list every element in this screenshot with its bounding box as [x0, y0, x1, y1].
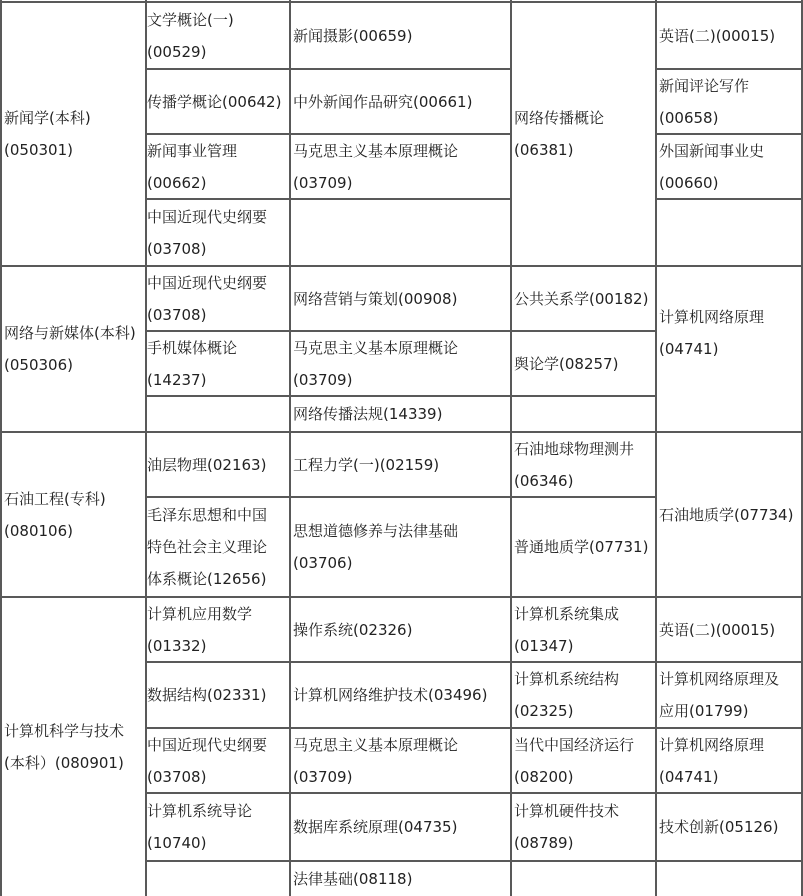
course-cell: 传播学概论(00642) [147, 92, 282, 111]
major-name: 新闻学(本科) (050301) [4, 109, 91, 159]
course-cell [512, 397, 655, 431]
course-cell: 英语(二)(00015) [659, 26, 776, 45]
course-cell: 操作系统(02326) [293, 620, 413, 639]
course-cell: 油层物理(02163) [147, 455, 267, 474]
course-cell: 马克思主义基本原理概论 (03709) [293, 141, 459, 192]
course-cell: 马克思主义基本原理概论 (03709) [293, 735, 459, 786]
course-cell: 英语(二)(00015) [659, 620, 776, 639]
course-cell: 毛泽东思想和中国 特色社会主义理论 体系概论(12656) [147, 506, 268, 588]
course-cell: 工程力学(一)(02159) [293, 455, 440, 474]
course-cell: 外国新闻事业史 (00660) [659, 141, 765, 192]
grid-line [145, 395, 657, 397]
grid-line [145, 860, 803, 862]
course-cell: 中国近现代史纲要 (03708) [147, 273, 268, 324]
grid-line [0, 1, 803, 3]
course-cell [291, 200, 510, 265]
course-cell: 数据库系统原理(04735) [293, 818, 458, 836]
course-cell: 计算机系统导论 (10740) [147, 802, 253, 852]
course-cell: 石油地质学(07734) [659, 505, 794, 524]
course-cell [145, 862, 289, 896]
course-cell: 计算机网络维护技术(03496) [293, 686, 488, 704]
major-name: 网络与新媒体(本科) (050306) [4, 324, 136, 374]
course-cell: 当代中国经济运行 (08200) [514, 735, 635, 786]
grid-line [145, 133, 512, 135]
course-cell: 网络传播概论 (06381) [514, 109, 605, 159]
major-name: 石油工程(专科) (080106) [4, 489, 106, 540]
course-cell: 文学概论(一) (00529) [147, 10, 234, 61]
course-cell: 计算机网络原理 (04741) [659, 735, 765, 786]
course-cell: 网络传播法规(14339) [293, 405, 443, 423]
course-cell: 中国近现代史纲要 (03708) [147, 207, 268, 258]
grid-line [0, 431, 803, 433]
course-cell: 计算机硬件技术 (08789) [514, 802, 620, 852]
course-cell: 计算机应用数学 (01332) [147, 604, 253, 655]
course-cell: 中外新闻作品研究(00661) [293, 92, 473, 111]
grid-line [655, 68, 803, 70]
grid-line [0, 0, 2, 896]
course-cell [512, 862, 655, 896]
major-name: 计算机科学与技术 (本科）(080901) [4, 722, 125, 772]
course-cell: 网络营销与策划(00908) [293, 289, 458, 308]
grid-line [145, 727, 803, 729]
course-cell: 新闻事业管理 (00662) [147, 141, 238, 192]
course-cell: 计算机网络原理 (04741) [659, 307, 765, 358]
course-cell: 舆论学(08257) [514, 354, 619, 373]
course-cell: 技术创新(05126) [659, 818, 779, 836]
grid-line [145, 68, 512, 70]
course-cell [145, 397, 289, 431]
course-cell: 计算机网络原理及 应用(01799) [659, 670, 780, 720]
grid-line [145, 330, 657, 332]
course-cell: 法律基础(08118) [293, 870, 413, 888]
course-cell: 石油地球物理测井 (06346) [514, 439, 635, 490]
grid-line [145, 792, 803, 794]
course-cell [657, 862, 801, 896]
course-cell: 公共关系学(00182) [514, 289, 649, 308]
course-cell: 计算机系统结构 (02325) [514, 670, 620, 720]
course-cell: 计算机系统集成 (01347) [514, 604, 620, 655]
course-cell: 中国近现代史纲要 (03708) [147, 735, 268, 786]
course-cell: 马克思主义基本原理概论 (03709) [293, 338, 459, 389]
course-cell: 思想道德修养与法律基础 (03706) [293, 522, 459, 572]
grid-line [0, 265, 803, 267]
course-cell: 普通地质学(07731) [514, 538, 649, 556]
course-cell: 手机媒体概论 (14237) [147, 338, 238, 389]
course-cell: 数据结构(02331) [147, 686, 267, 704]
grid-line [145, 198, 512, 200]
course-cell: 新闻摄影(00659) [293, 26, 413, 45]
grid-line [145, 496, 657, 498]
grid-line [0, 596, 803, 598]
grid-line [655, 198, 803, 200]
grid-line [145, 661, 803, 663]
grid-line [655, 133, 803, 135]
course-cell [657, 200, 801, 265]
course-cell: 新闻评论写作 (00658) [659, 76, 750, 127]
